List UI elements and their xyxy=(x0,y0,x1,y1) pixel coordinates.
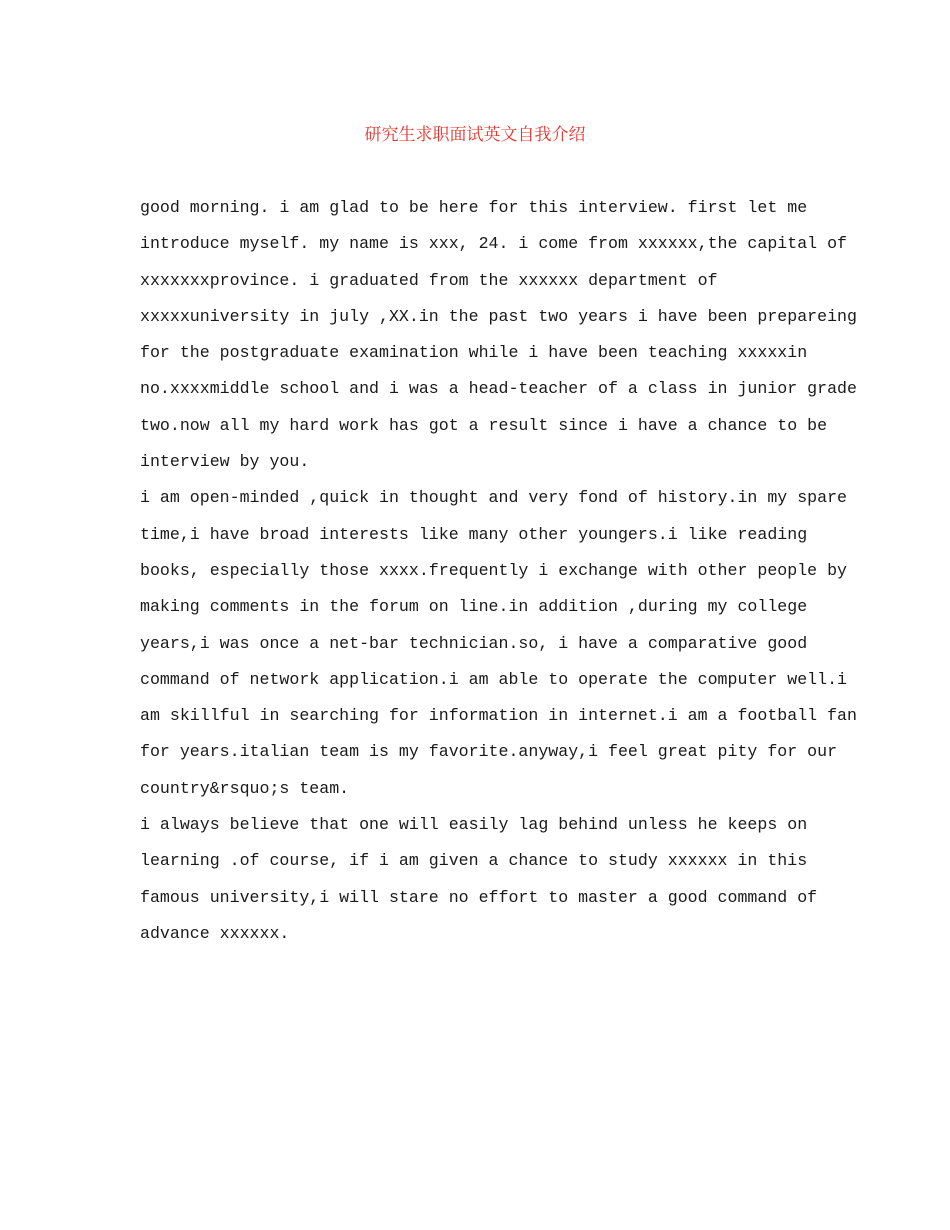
body-line: xxxxxxxprovince. i graduated from the xxxxxx department of xyxy=(140,270,718,290)
document-title: 研究生求职面试英文自我介绍 xyxy=(364,125,586,145)
body-line: i am open-minded ,quick in thought and very fond of history.in my spare xyxy=(140,488,848,508)
body-line: making comments in the forum on line.in addition ,during my college xyxy=(140,597,808,617)
body-line: famous university,i will stare no effort to master a good command of xyxy=(140,887,818,907)
body-line: am skillful in searching for information in internet.i am a football fan xyxy=(140,706,857,726)
body-line: time,i have broad interests like many other youngers.i like reading xyxy=(140,524,808,544)
body-line: good morning. i am glad to be here for this interview. first let me xyxy=(140,198,808,217)
body-line: xxxxxuniversity in july ,XX.in the past two years i have been prepareing xyxy=(140,306,857,326)
body-line: interview by you. xyxy=(140,452,310,472)
body-line: command of network application.i am able to operate the computer well.i xyxy=(140,669,848,689)
body-line: for years.italian team is my favorite.anyway,i feel great pity for our xyxy=(140,742,838,762)
body-line: country&rsquo;s team. xyxy=(140,778,350,798)
body-line: two.now all my hard work has got a result since i have a chance to be xyxy=(140,415,828,435)
body-line: i always believe that one will easily lag behind unless he keeps on xyxy=(140,815,808,835)
body-line: advance xxxxxx. xyxy=(140,923,290,943)
body-line: learning .of course, if i am given a chance to study xxxxxx in this xyxy=(140,851,808,871)
document-body xyxy=(140,190,857,952)
body-line: introduce myself. my name is xxx, 24. i come from xxxxxx,the capital of xyxy=(140,234,848,254)
body-line: books, especially those xxxx.frequently i exchange with other people by xyxy=(140,560,848,580)
body-line: years,i was once a net-bar technician.so, i have a comparative good xyxy=(140,633,808,653)
body-line: for the postgraduate examination while i have been teaching xxxxxin xyxy=(140,343,808,363)
body-line: no.xxxxmiddle school and i was a head-teacher of a class in junior grade xyxy=(140,379,857,399)
